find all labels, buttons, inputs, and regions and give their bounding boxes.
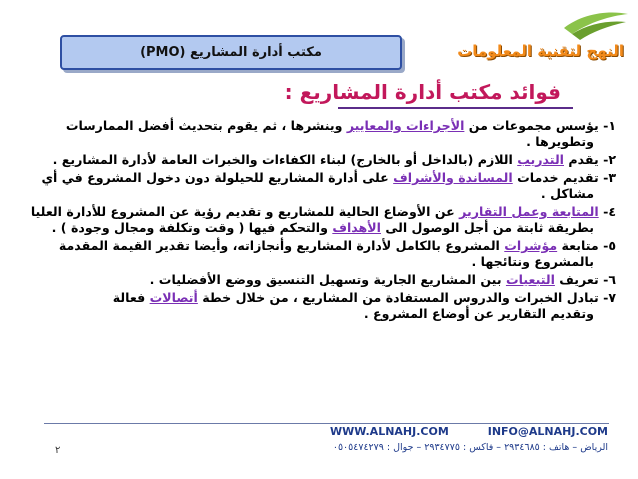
list-item: ٦- تعريف التبعيات بين المشاريع الجارية وتسهيل التنسيق ووضع الأفضليات .: [149, 272, 616, 288]
website-link[interactable]: WWW.ALNAHJ.COM: [330, 425, 449, 438]
list-item: ٢- يقدم التدريب اللازم (بالداخل أو بالخارج) لبناء الكفاءات والخبرات العامة لأدارة المشاريع .: [52, 152, 616, 168]
highlight-term: المساندة والأشراف: [393, 169, 513, 185]
company-logo: [457, 6, 632, 68]
highlight-term: التدريب: [517, 152, 564, 168]
highlight-term: مؤشرات: [504, 238, 558, 254]
list-item: ٥- متابعة مؤشرات المشروع بالكامل لأدارة المشاريع وأنجازاته، وأيضا تقدير القيمة المقدمة بالمشروع ونتائجها .: [58, 238, 616, 270]
list-item: ٣- تقديم خدمات المساندة والأشراف على أدارة المشاريع للحيلولة دون دخول المشروع في أي مشاكل .: [41, 169, 616, 202]
contact-info: الرياض – هاتف : ٢٩٣٤٦٨٥ – فاكس : ٢٩٣٤٧٧٥ – جوال : ٠٥٠٥٤٧٤٢٧٩: [332, 442, 608, 453]
page-title-banner: [60, 35, 402, 70]
page-number: ٢: [55, 445, 61, 456]
benefits-list: [16, 118, 616, 324]
email-link[interactable]: INFO@ALNAHJ.COM: [487, 425, 608, 438]
heading-underline: [338, 107, 573, 109]
section-heading: فوائد مكتب أدارة المشاريع :: [284, 80, 561, 104]
banner-title: مكتب أدارة المشاريع (PMO): [140, 45, 322, 60]
list-item: ١- يؤسس مجموعات من الأجراءات والمعايير وينشرها ، ثم يقوم بتحديث أفضل الممارسات وتطويرها .: [65, 118, 616, 150]
highlight-term: المتابعة وعمل التقارير: [459, 203, 599, 219]
highlight-term: الأهداف: [332, 220, 381, 236]
list-item: ٤- المتابعة وعمل التقارير عن الأوضاع الحالية للمشاريع و تقديم رؤية عن المشروع للأدارة العليا بطريقة ثابتة من أجل الوصول الى الأهداف والتحكم فيها ( وقت وتكلفة ومجال وجودة ) .: [30, 203, 616, 236]
highlight-term: أتصالات: [149, 289, 198, 305]
highlight-term: الأجراءات والمعايير: [346, 118, 465, 133]
logo-text: النهج لتقنية المعلومات: [457, 42, 624, 60]
list-item: ٧- تبادل الخبرات والدروس المستفادة من المشاريع ، من خلال خطة أتصالات فعالة وتقديم التقارير عن أوضاع المشروع .: [112, 289, 616, 322]
footer-divider: [44, 423, 609, 424]
highlight-term: التبعيات: [505, 272, 555, 288]
